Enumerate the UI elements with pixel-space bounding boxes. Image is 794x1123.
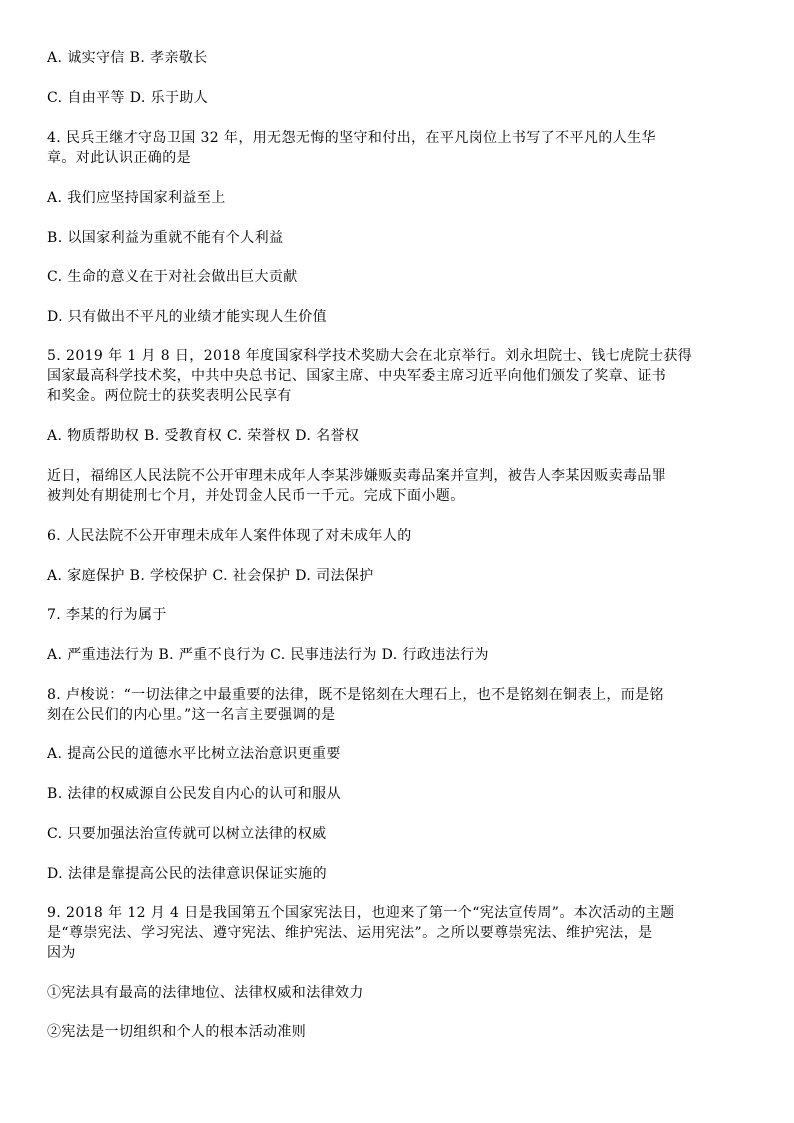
question-8-stem-line-2: 刻在公民们的内心里。”这一名言主要强调的是 [47, 707, 336, 723]
question-4-stem-line-2: 章。对此认识正确的是 [47, 150, 191, 166]
question-4-option-c: C. 生命的意义在于对社会做出巨大贡献 [47, 269, 298, 285]
question-9-stem-line-1: 9. 2018 年 12 月 4 日是我国第五个国家宪法日，也迎来了第一个“宪法宣传周”。本次活动的主题 [47, 905, 675, 921]
context-line-1: 近日，福绵区人民法院不公开审理未成年人李某涉嫌贩卖毒品案并宣判，被告人李某因贩卖毒品罪 [47, 468, 667, 484]
question-8-option-d: D. 法律是靠提高公民的法律意识保证实施的 [47, 866, 328, 882]
question-4-option-a: A. 我们应坚持国家利益至上 [47, 190, 226, 206]
question-8-stem-line-1: 8. 卢梭说：“一切法律之中最重要的法律，既不是铭刻在大理石上，也不是铭刻在铜表上，而是铭 [47, 687, 664, 703]
question-7-options: A. 严重违法行为 B. 严重不良行为 C. 民事违法行为 D. 行政违法行为 [47, 647, 489, 663]
question-4-option-d: D. 只有做出不平凡的业绩才能实现人生价值 [47, 309, 328, 325]
option-line-ab: A. 诚实守信 B. 孝亲敬长 [47, 50, 208, 66]
option-line-cd: C. 自由平等 D. 乐于助人 [47, 90, 209, 106]
question-9-statement-2: ②宪法是一切组织和个人的根本活动准则 [47, 1024, 307, 1040]
question-8-option-b: B. 法律的权威源自公民发自内心的认可和服从 [47, 786, 341, 802]
question-9-stem-line-3: 因为 [47, 945, 76, 961]
question-8-option-c: C. 只要加强法治宣传就可以树立法律的权威 [47, 826, 327, 842]
question-6-options: A. 家庭保护 B. 学校保护 C. 社会保护 D. 司法保护 [47, 568, 374, 584]
question-9-statement-1: ①宪法具有最高的法律地位、法律权威和法律效力 [47, 985, 364, 1001]
question-5-stem-line-1: 5. 2019 年 1 月 8 日，2018 年度国家科学技术奖励大会在北京举行。刘永坦院士、钱七虎院士获得 [47, 348, 693, 364]
question-5-stem-line-2: 国家最高科学技术奖，中共中央总书记、国家主席、中央军委主席习近平向他们颁发了奖章、证书 [47, 368, 667, 384]
question-7-stem: 7. 李某的行为属于 [47, 607, 167, 623]
question-4-option-b: B. 以国家利益为重就不能有个人利益 [47, 230, 284, 246]
question-5-stem-line-3: 和奖金。两位院士的获奖表明公民享有 [47, 388, 292, 404]
question-6-stem: 6. 人民法院不公开审理未成年人案件体现了对未成年人的 [47, 528, 412, 544]
question-8-option-a: A. 提高公民的道德水平比树立法治意识更重要 [47, 746, 341, 762]
question-9-stem-line-2: 是“尊崇宪法、学习宪法、遵守宪法、维护宪法、运用宪法”。之所以要尊崇宪法、维护宪法，是 [47, 925, 653, 941]
question-5-options: A. 物质帮助权 B. 受教育权 C. 荣誉权 D. 名誉权 [47, 428, 360, 444]
context-line-2: 被判处有期徒刑七个月，并处罚金人民币一千元。完成下面小题。 [47, 488, 465, 504]
question-4-stem-line-1: 4. 民兵王继才守岛卫国 32 年，用无怨无悔的坚守和付出，在平凡岗位上书写了不平凡的人生华 [47, 130, 656, 146]
